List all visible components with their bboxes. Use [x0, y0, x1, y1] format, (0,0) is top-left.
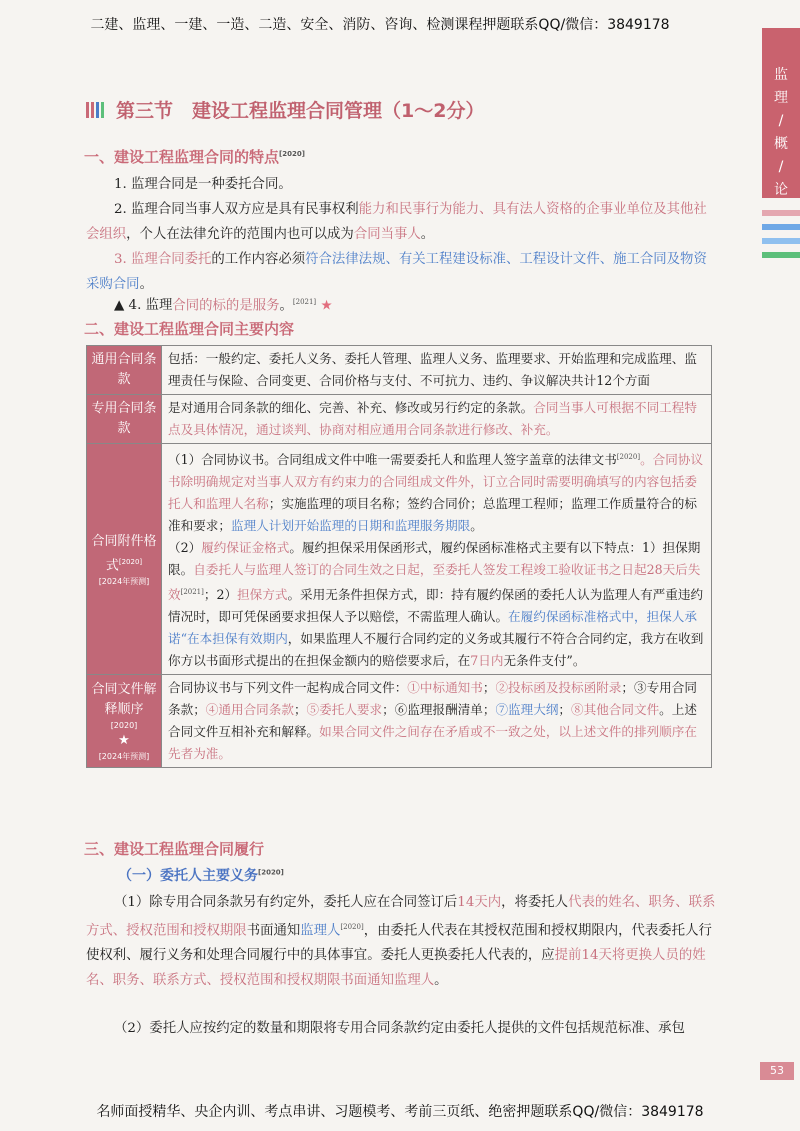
section-bars-icon — [86, 102, 106, 118]
star-icon: ★ — [118, 733, 130, 749]
row-label: 专用合同条款 — [87, 395, 162, 444]
paragraph-4: ▲ 4. 监理合同的标的是服务。[2021] ★ — [114, 298, 333, 314]
table-row — [87, 395, 712, 444]
header-ad: 二建、监理、一建、一造、二造、安全、消防、咨询、检测课程押题联系QQ/微信：3849178 — [90, 17, 670, 33]
row-label: 合同文件解释顺序 [2020] ★ [2024年预测] — [87, 675, 162, 768]
table-row — [87, 675, 712, 768]
side-tab-char: 监 — [774, 67, 788, 83]
paragraph-duty-1: （1）除专用合同条款另有约定外，委托人应在合同签订后14天内，将委托人代表的姓名、职务、联系方式、授权范围和授权期限书面通知监理人[2020]，由委托人代表在其授权范围和授权期限内，代表委托人行使权利、履行义务和处理合同履行中的具体事宜。委托人更换委托人代表的，应提前14天将更换人员的姓名、职务、联系方式、授权范围和授权期限书面通知监理人。 — [86, 895, 716, 989]
heading-performance: 三、建设工程监理合同履行 — [84, 840, 265, 858]
side-tab-char: / — [778, 159, 784, 175]
contents-table — [86, 345, 712, 768]
paragraph-duty-2: （2）委托人应按约定的数量和期限将专用合同条款约定由委托人提供的文件包括规范标准、承包 — [114, 1021, 685, 1036]
subheading-client-duties: （一）委托人主要义务[2020] — [118, 868, 284, 884]
heading-features: 一、建设工程监理合同的特点[2020] — [84, 148, 305, 166]
row-label: 合同附件格式[2020] [2024年预测] — [87, 444, 162, 675]
side-color-lines — [762, 210, 800, 266]
side-tab-char: 理 — [774, 90, 788, 106]
side-tab-char: / — [778, 113, 784, 129]
row-label: 通用合同条款 — [87, 346, 162, 395]
side-tab-char: 概 — [774, 136, 788, 152]
row-content: 包括：一般约定、委托人义务、委托人管理、监理人义务、监理要求、开始监理和完成监理、监理责任与保险、合同变更、合同价格与支付、不可抗力、违约、争议解决共计12个方面 — [162, 346, 712, 395]
paragraph-2: 2. 监理合同当事人双方应是具有民事权利能力和民事行为能力、具有法人资格的企事业单位及其他社会组织，个人在法律允许的范围内也可以成为合同当事人。 — [86, 202, 707, 242]
footer-ad: 名师面授精华、央企内训、考点串讲、习题模考、考前三页纸、绝密押题联系QQ/微信：3849178 — [96, 1104, 704, 1120]
row-content: 是对通用合同条款的细化、完善、补充、修改或另行约定的条款。合同当事人可根据不同工程特点及具体情况，通过谈判、协商对相应通用合同条款进行修改、补充。 — [162, 395, 712, 444]
paragraph-1: 1. 监理合同是一种委托合同。 — [114, 177, 292, 192]
star-icon: ★ — [320, 298, 333, 314]
row-content: 合同协议书与下列文件一起构成合同文件：①中标通知书；②投标函及投标函附录；③专用合同条款；④通用合同条款；⑤委托人要求；⑥监理报酬清单；⑦监理大纲；⑧其他合同文件。上述合同文件互相补充和解释。如果合同文件之间存在矛盾或不一致之处，以上述文件的排列顺序在先者为准。 — [162, 675, 712, 768]
section-title: 第三节 建设工程监理合同管理（1～2分） — [86, 96, 484, 123]
side-chapter-tab[interactable] — [762, 28, 800, 198]
table-row — [87, 444, 712, 675]
page-number: 53 — [760, 1062, 794, 1080]
table-row — [87, 346, 712, 395]
paragraph-3: 3. 监理合同委托的工作内容必须符合法律法规、有关工程建设标准、工程设计文件、施工合同及物资采购合同。 — [86, 252, 707, 292]
side-tab-char: 论 — [774, 182, 788, 198]
heading-contents: 二、建设工程监理合同主要内容 — [84, 320, 295, 338]
row-content: （1）合同协议书。合同组成文件中唯一需要委托人和监理人签字盖章的法律文书[2020]。合同协议书除明确规定对当事人双方有约束力的合同组成文件外，订立合同时需要明确填写的内容包括委托人和监理人名称；实施监理的项目名称；签约合同价；总监理工程师；监理工作质量符合的标准和要求；监理人计划开始监理的日期和监理服务期限。 （2）履约保证金格式。履约担保采用保函形式，履约保函标准格式主要有以下特点：1）担保期限。自委托人与监理人签订的合同生效之日起，至委托人签发工程竣工验收证书之日起28天后失效[2021]；2）担保方式。采用无条件担保方式，即：持有履约保函的委托人认为监理人有严重违约情况时，即可凭保函要求担保人予以赔偿，不需监理人确认。在履约保函标准格式中，担保人承诺“在本担保有效期内，如果监理人不履行合同约定的义务或其履行不符合合同约定，我方在收到你方以书面形式提出的在担保金额内的赔偿要求后，在7日内无条件支付”。 — [162, 444, 712, 675]
